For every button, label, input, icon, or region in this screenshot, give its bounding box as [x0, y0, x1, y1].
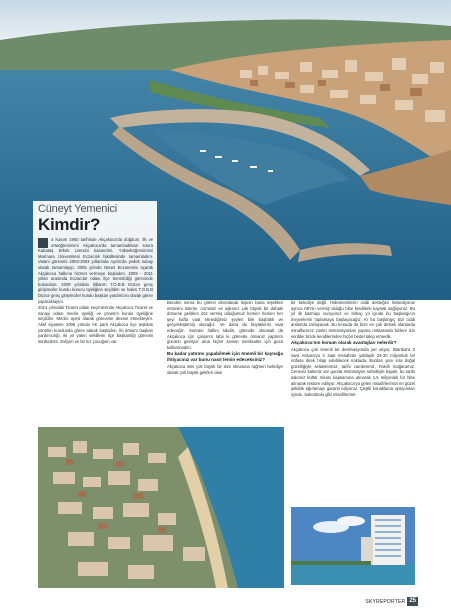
aerial-coast-photo — [38, 427, 284, 588]
bio-box — [33, 201, 157, 427]
bio-text — [38, 237, 153, 344]
middle-column — [167, 300, 283, 410]
middle-paragraph: Benden sonra bu görevi devralacak kişinin bana teşekkür etmesini isterim. Azmimiz ve aşkımız çok büyük bir dahaki döneme gelirken söz vermiş olduğumuz hemen hemen her şeyi hafta vaat etmediğimiz şeyleri bile başlattık ve gerçekleştirmiş olacağız. Ve daha da büyüklerini vaat edeceğiz. Sonrası halkın takdiri, görevde olmasak da Akçakoca için çalışırım tabii ki görevde olmanız yaptırım gücünü getiriyor ama hiçbir zaman menfaatim için gücü kullanmadım. — [167, 300, 283, 350]
right-question: Akçakoca'nın konum olarak avantajları nelerdir? — [291, 340, 397, 346]
bio-paragraph: 4 Kasım 1960 tarihinde Akçakoca'da doğdum. İlk ve ortaöğrenimimi Akçakoca'da tamamladıktan sonra Kabataş Erkek Lisesini kazandım. Yükseköğrenimimi Marmara Üniversitesi Eczacılık fakültesinde tamamladım. Vatani görevimi 2003-2004 yıllarında Aydın'da yedek subay olarak tamamlayıp, 2005 yılında Nimet Eczanesini açarak Akçakoca halkına hizmet vermeye başladım. 2009 - 2011 yılları arasında Eczacılar odası ilçe temsilciliği görevinde bulundum. 2009 yılından itibaren T.O.B.B Düzce genç girişimciler kurulu kurucu üyeliğine seçildim ve halen T.O.B.B Düzce genç girişimciler kurulu başkan yardımcısı olarak görev yapmaktayım. — [38, 237, 153, 304]
resort-photo — [291, 507, 415, 585]
middle-question: Bu kadar yatırımı yapabilmek için önemli bir kaynağa ihtiyacınız var bunu nasıl temin edeceksiniz? — [167, 351, 283, 363]
bio-paragraph: 2013 yılındaki Ticaret odası seçimlerinde Akçakoca Ticaret ve sanayi odası meclis üyeliği ve yönetim kurulu üyeliğine seçildim. Meclis üyesi olarak görevime devam etmekteyim. Aktif siyasete 2005 yılında AK parti Akçakoca ilçe teşkilatı yönetim kurulunda görev alarak başladım. İki dönem başkan yardımcılığı, iki yıl yakın vekillerin ilçe başkanlığı görevini sürdürdüm. Evliyim ve bir kız çocuğum var. — [38, 305, 153, 344]
page-footer — [365, 597, 418, 606]
magazine-brand: SKYREPORTER — [365, 598, 406, 605]
right-paragraph: Akçakoca çok önemli bir destinasyonda yer alıyor, İstanbul'a 2 saat Ankara'ya 2 saat mesafede yaklaşık 25-30 milyonluk bir nüfusa direk hitap edebilecek noktada. Burdan yanı sıra doğal güzelliğiyle selalelerimiz, tarihi camilerimiz, Fakıllı mağaramız, Ceneviz kalemiz var gunda restorasyon sebebiyle kapalı, bu tarihi kalemiz kültür mirası kapsamına alınarak 1,5 milyonluk bir hibe alınarak restore ediliyor. Akçakoca'ya gelen misafirlerimizi en güzel şekilde ağırlamayı garanti ediyoruz. Çeşitli konaklama opsiyonları içinde, Saltonbolu gibi misafirlerimi- — [291, 346, 415, 397]
page-number: 25 — [409, 598, 416, 604]
middle-paragraph: Akçakoca ismi çok büyük bir isim olmasına rağmen belediye olarak çok büyük gelirleri olan — [167, 363, 283, 375]
right-paragraph: bir belediye değil. Hükümetimizin ciddi desteğini hissediyoruz ayrıca AB'nin vermiş olduğu hibe kredilerle kaynak sağlıyoruz. Bu yıl ilk kazmayı vuruyoruz ve birkaç yıl içinde bu başlangıcın meyvelerini toplamaya başlayacağız. Ki bu başlangıç bizi ciddi anlamda zorlayacak. Bu konuda da bize en çok destek olanlarda esnaflarımız çünkü restorasyonları yapma noktasında bizlere izin verdiler bizde kendilerinden hiçbir bedel talep etmedik. — [291, 300, 415, 339]
drop-square-icon — [38, 238, 48, 248]
bio-title: Kimdir? — [38, 215, 101, 234]
bio-name: Cüneyt Yemenici — [38, 203, 117, 215]
right-column — [291, 300, 415, 500]
